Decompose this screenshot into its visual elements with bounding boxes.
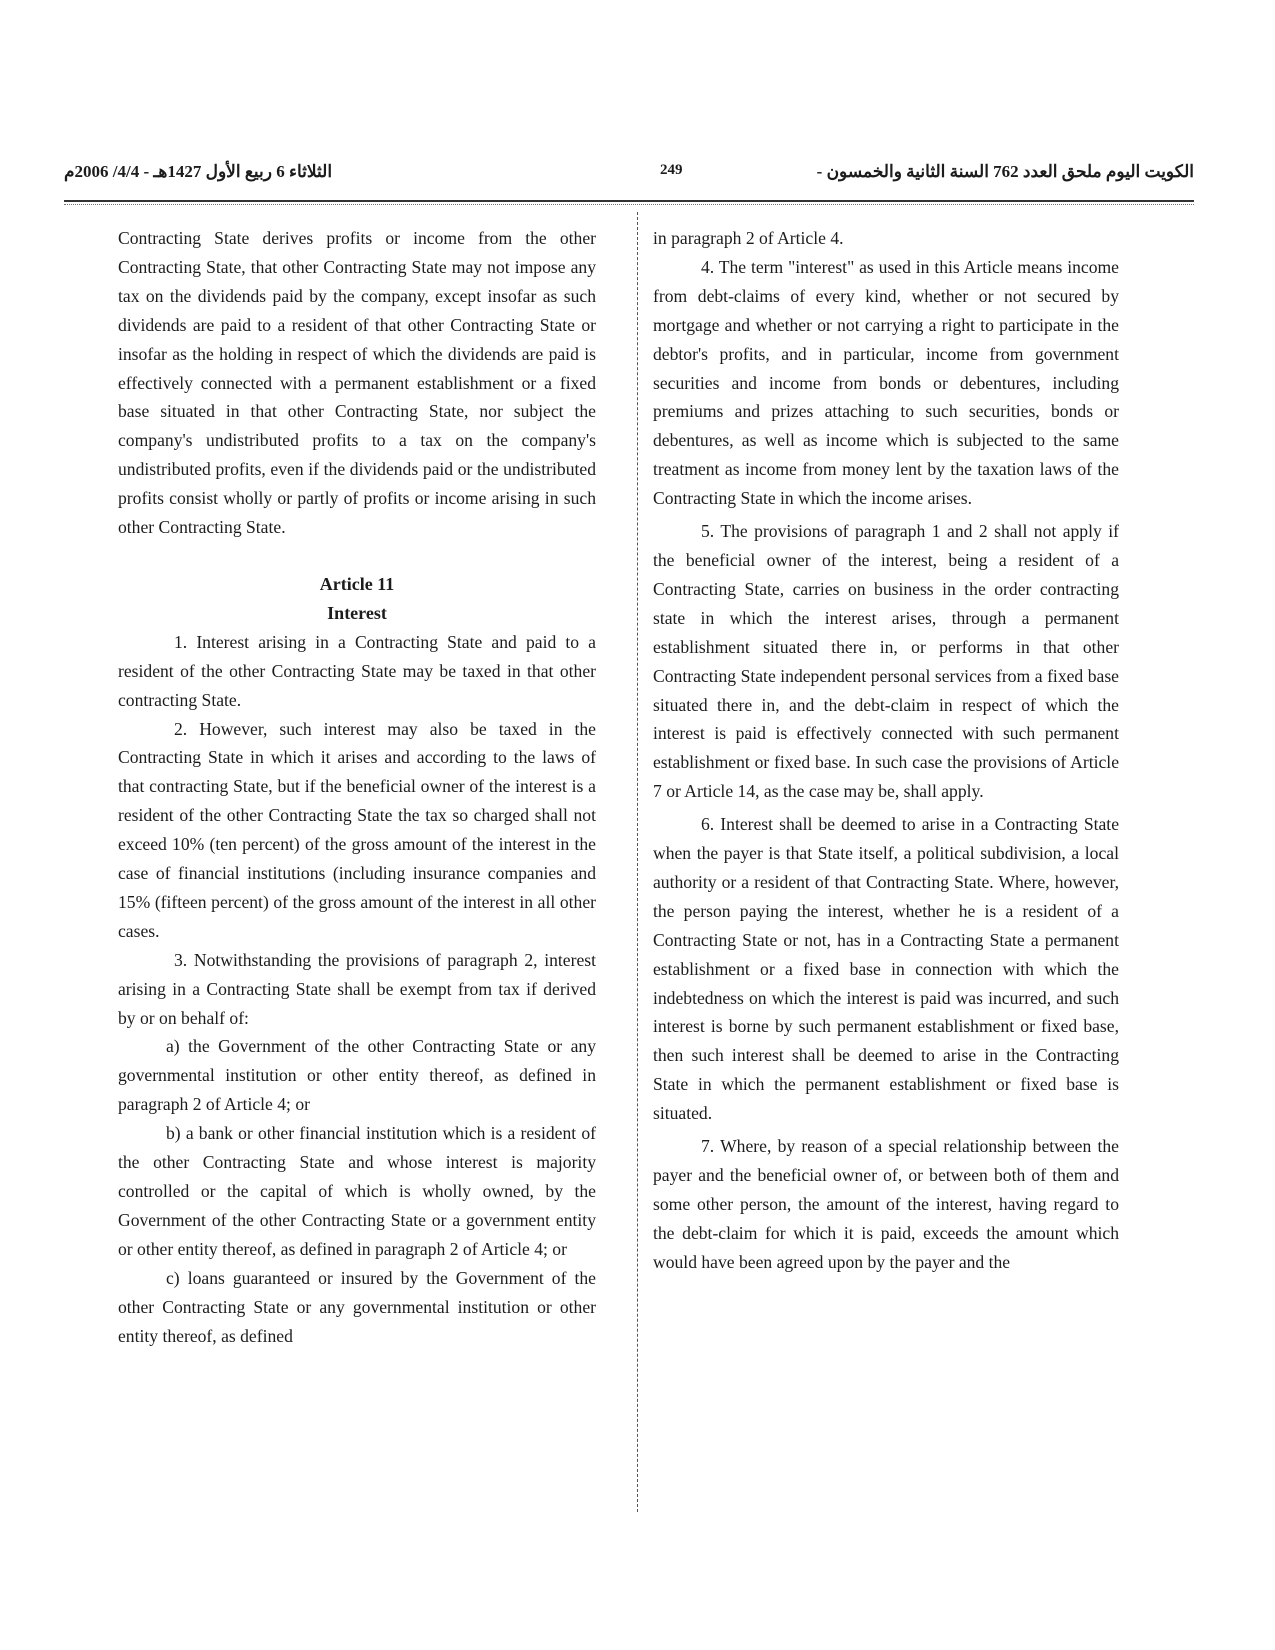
paragraph-2: 2. However, such interest may also be taxed in the Contracting State in which it arises and according to the laws of that contracting State, but if the beneficial owner of the interest is a resident of the other Contracting State the tax so charged shall not exceed 10% (ten percent) of the gross amount of the interest in the case of financial institutions (including insurance companies and 15% (fifteen percent) of the gross amount of the interest in all other cases. bbox=[118, 718, 596, 941]
paragraph-continued-right: in paragraph 2 of Article 4. bbox=[653, 228, 844, 248]
paragraph-6: 6. Interest shall be deemed to arise in a Contracting State when the payer is that State itself, a political subdivision, a local authority or a resident of that Contracting State. Where, however, the person paying the interest, whether he is a resident of a Contracting State or not, has in a Contracting State a permanent establishment or a fixed base in connection with which the indebtedness on which the interest is paid was incurred, and such interest is borne by such permanent establishment or fixed base, then such interest shall be deemed to arise in the Contracting State in which the permanent establishment or fixed base is situated. bbox=[653, 814, 1119, 1124]
header-publication-title: الكويت اليوم ملحق العدد 762 السنة الثانية والخمسون - bbox=[816, 162, 1194, 181]
article-title: Interest bbox=[327, 602, 387, 623]
paragraph-3a: a) the Government of the other Contracting State or any governmental institution or other entity thereof, as defined in paragraph 2 of Article 4; or bbox=[118, 1036, 596, 1115]
column-divider bbox=[637, 212, 638, 1512]
header-rule-dotted bbox=[64, 204, 1194, 205]
page-header bbox=[64, 158, 1194, 190]
left-column bbox=[118, 224, 596, 1350]
paragraph-7: 7. Where, by reason of a special relationship between the payer and the beneficial owner of, or between both of them and some other person, the amount of the interest, having regard to the debt-claim for which it is paid, exceeds the amount which would have been agreed upon by the payer and the bbox=[653, 1136, 1119, 1272]
paragraph-1: 1. Interest arising in a Contracting State and paid to a resident of the other Contracting State may be taxed in that other contracting State. bbox=[118, 631, 596, 710]
page-number: 249 bbox=[660, 162, 683, 178]
paragraph-3b: b) a bank or other financial institution which is a resident of the other Contracting State and whose interest is majority controlled or the capital of which is wholly owned, by the Government of the other Contracting State or a government entity or other entity thereof, as defined in paragraph 2 of Article 4; or bbox=[118, 1123, 596, 1259]
paragraph-4: 4. The term "interest" as used in this Article means income from debt-claims of every kind, whether or not secured by mortgage and whether or not carrying a right to participate in the debtor's profits, and in particular, income from government securities and income from bonds or debentures, including premiums and prizes attaching to such securities, bonds or debentures, as well as income which is subjected to the same treatment as income from money lent by the taxation laws of the Contracting State in which the income arises. bbox=[653, 256, 1119, 509]
header-date: الثلاثاء 6 ربيع الأول 1427هـ - 4/4/ 2006م bbox=[64, 162, 333, 181]
paragraph-3: 3. Notwithstanding the provisions of paragraph 2, interest arising in a Contracting State shall be exempt from tax if derived by or on behalf of: bbox=[118, 949, 596, 1028]
article-heading: Article 11 bbox=[319, 573, 395, 594]
paragraph-3c: c) loans guaranteed or insured by the Government of the other Contracting State or any governmental institution or other entity thereof, as defined bbox=[118, 1267, 596, 1346]
paragraph-5: 5. The provisions of paragraph 1 and 2 shall not apply if the beneficial owner of the interest, being a resident of a Contracting State, carries on business in the order contracting state in which the interest arises, through a permanent establishment situated there in, or performs in that other Contracting State independent personal services from a fixed base situated there in, and the debt-claim in respect of which the interest is paid is effectively connected with such permanent establishment or fixed base. In such case the provisions of Article 7 or Article 14, as the case may be, shall apply. bbox=[653, 521, 1119, 802]
paragraph-continued: Contracting State derives profits or income from the other Contracting State, that other Contracting State may not impose any tax on the dividends paid by the company, except insofar as such dividends are paid to a resident of that other Contracting State or insofar as the holding in respect of which the dividends are paid is effectively connected with a permanent establishment or a fixed base situated in that other Contracting State, nor subject the company's undistributed profits to a tax on the company's undistributed profits, even if the dividends paid or the undistributed profits consist wholly or partly of profits or income arising in such other Contracting State. bbox=[118, 228, 596, 538]
header-rule bbox=[64, 200, 1194, 202]
right-column bbox=[653, 224, 1119, 1277]
